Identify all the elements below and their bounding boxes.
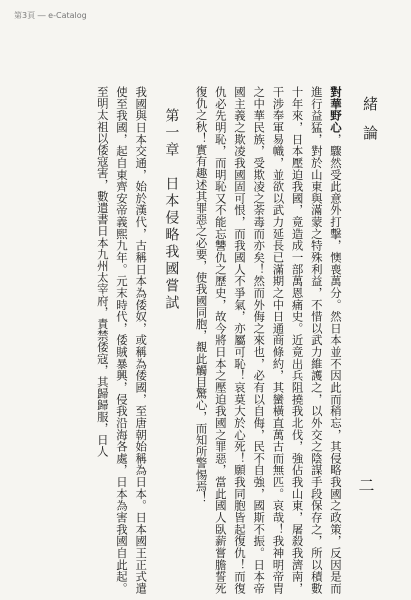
page-number: 二 [356, 477, 375, 493]
chapter-paragraph: 我國與日本交通，始於漢代，古稱日本為倭奴，或稱為倭國，至唐朝始稱為日本。日本國王正式遣使至我國，起自東齊安帝義熙九年。元末時代，倭賊暴興，侵我沿海各處，日本為害我國自此起。至明太祖以倭寇害，數遣書日本九州太宰府，責禁倭寇，其歸歸服，日人 [95, 86, 149, 594]
body-text [15, 86, 345, 594]
intro-text: ，驟然受此意外打擊，懊喪萬分。然日本並不因此而稍忘，其侵略我國之政策，反因是而進行益猛，對於山東與滿蒙之特殊利益，不惜以武力維護之，以外交之陰謀手段保存之，所以積數十年來，日本壓迫我國，竟造成一部萬恩痛史。近竟出兵阻撓我北伐，強佔我山東，屠殺我濟南，干涉奉軍易幟，並欲以武力延長已滿期之中日通商條約，其蠻橫直萬古而無匹。哀哉！我神明帝胄之中華民族，受欺凌之荼毒而亦矣！然而外侮之來也，必有以自侮，民不自強，國斯不振。日本帝國主義之欺凌我國固可恨，而我國人不爭氣，亦屬可恥！哀莫大於心死！願我同胞皆起復仇！而復仇必先明恥，而明恥又不能忘讐仇之歷史，故今將日本之壓迫我國之罪惡，當此國人臥薪嘗膽誓死復仇之秋！實有趣述其罪惡之必要，使我國同胞，覩此觸目驚心，而知所警惕焉！ [194, 86, 343, 594]
chapter-title: 第一章 日本侵略我國嘗試 [163, 108, 180, 312]
intro-lead: 對華野心 [329, 86, 343, 134]
scan-header: 第3頁 ― e-Catalog [14, 11, 87, 20]
running-title: 緒論 [361, 96, 379, 154]
intro-paragraph [191, 86, 345, 594]
